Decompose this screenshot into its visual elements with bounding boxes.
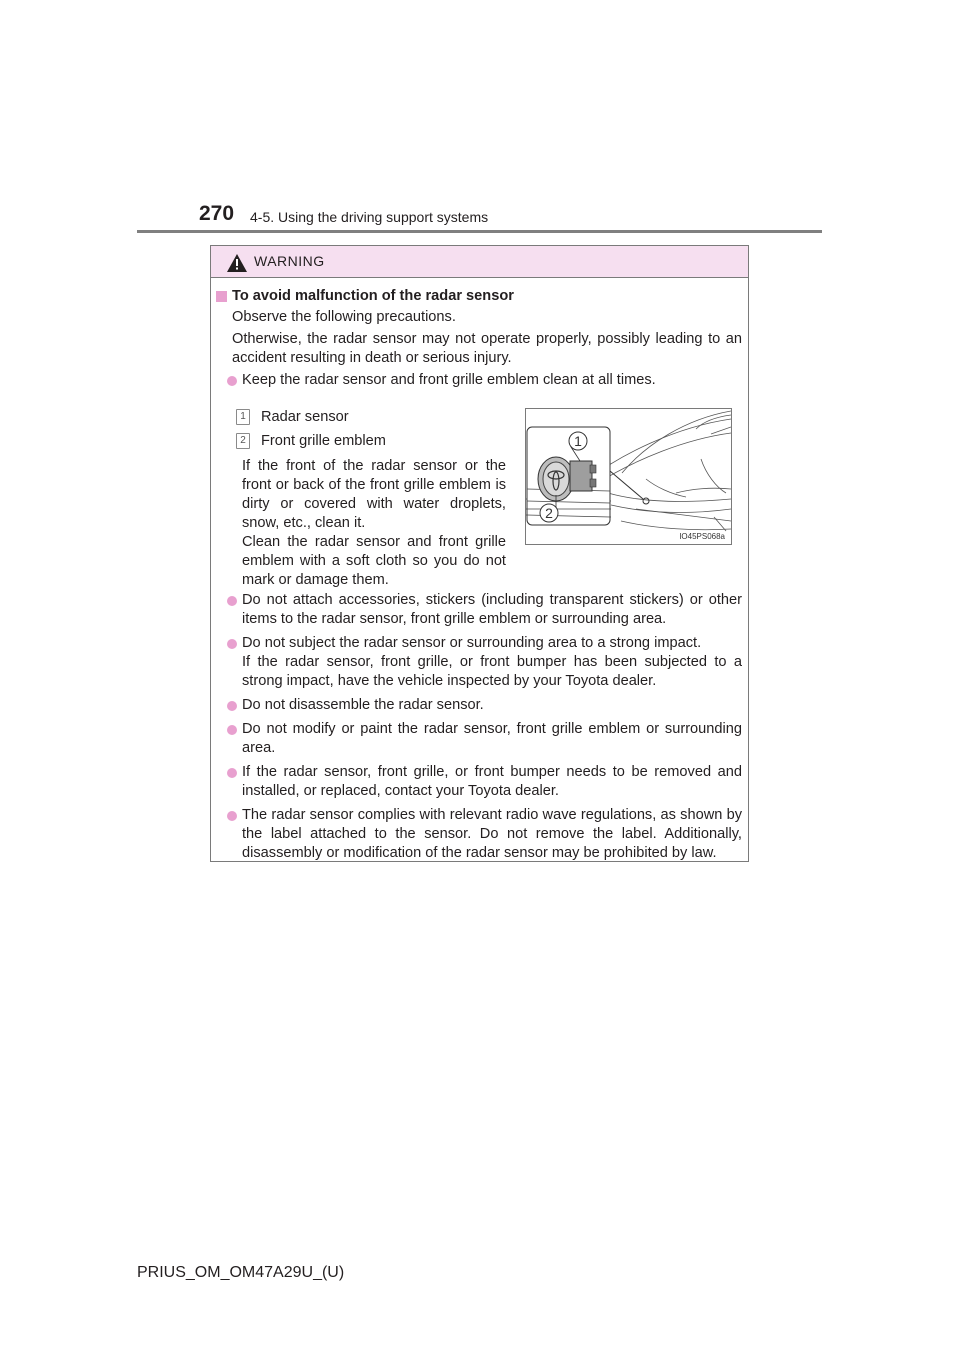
figure-block — [211, 395, 748, 588]
warning-header — [211, 246, 748, 278]
bullet-text: The radar sensor complies with relevant radio wave regulations, as shown by the label attached to the sensor. Do not remove the label. Additionally, disassembly or modification of the radar sensor may be prohibited by law. — [242, 807, 742, 861]
bullet-dot-icon — [227, 701, 237, 711]
warning-triangle-icon — [227, 254, 247, 272]
intro-text-2: Otherwise, the radar sensor may not operate properly, possibly leading to an accident resulting in death or serious injury. — [232, 331, 742, 366]
bullet-dot-icon — [227, 811, 237, 821]
bullet-radio-regulations — [211, 806, 748, 863]
section-title: 4-5. Using the driving support systems — [250, 209, 489, 225]
bullet-text: Do not attach accessories, stickers (including transparent stickers) or other items to the radar sensor, front grille emblem or surrounding area. — [242, 592, 742, 627]
bullet-dot-icon — [227, 768, 237, 778]
bullet-dot-icon — [227, 639, 237, 649]
page-number: 270 — [199, 202, 235, 225]
bullet-text: If the radar sensor, front grille, or front bumper needs to be removed and installed, or replaced, contact your Toyota dealer. — [242, 764, 742, 799]
bullet-no-modify — [211, 720, 748, 758]
bullet-no-accessories — [211, 591, 748, 629]
number-badge-2: 2 — [236, 433, 250, 449]
warning-box — [210, 245, 749, 862]
callout-1: 1 — [574, 433, 582, 449]
warning-heading — [211, 287, 748, 306]
bullet-keep-clean — [211, 371, 748, 390]
bullet-dot-icon — [227, 376, 237, 386]
intro-text-1: Observe the following precautions. — [232, 309, 456, 325]
number-badge-1: 1 — [236, 409, 250, 425]
bullet-text-continued: If the radar sensor, front grille, or front bumper has been subjected to a strong impact, have the vehicle inspected by your Toyota dealer. — [242, 654, 742, 689]
bullet-dot-icon — [227, 725, 237, 735]
bullet-text: Do not subject the radar sensor or surrounding area to a strong impact. — [242, 635, 702, 651]
warning-heading-text: To avoid malfunction of the radar sensor — [232, 288, 514, 304]
header-rule — [137, 230, 822, 233]
bullet-removal-contact-dealer — [211, 763, 748, 801]
legend-item-front-grille-emblem — [236, 432, 386, 451]
heading-square-icon — [216, 291, 227, 302]
figure-code: IO45PS068a — [679, 532, 725, 541]
bullet-text: Keep the radar sensor and front grille emblem clean at all times. — [242, 372, 656, 388]
legend-label: Front grille emblem — [261, 433, 386, 449]
bullet-text: Do not disassemble the radar sensor. — [242, 697, 484, 713]
bullet-no-impact — [211, 634, 748, 691]
warning-label: WARNING — [254, 253, 325, 269]
radar-sensor-illustration — [525, 408, 732, 545]
warning-content — [211, 287, 748, 868]
bullet-dot-icon — [227, 596, 237, 606]
car-front-drawing — [526, 409, 731, 544]
legend-label: Radar sensor — [261, 409, 349, 425]
figure-text-2: Clean the radar sensor and front grille emblem with a soft cloth so you do not mark or damage them. — [242, 534, 506, 588]
figure-text-1: If the front of the radar sensor or the front or back of the front grille emblem is dirty or covered with water droplets, snow, etc., clean it. — [242, 458, 506, 531]
bullet-no-disassemble — [211, 696, 748, 715]
callout-2: 2 — [545, 505, 553, 521]
footer-code: PRIUS_OM_OM47A29U_(U) — [137, 1264, 345, 1281]
legend-item-radar-sensor — [236, 408, 349, 427]
bullet-text: Do not modify or paint the radar sensor, front grille emblem or surrounding area. — [242, 721, 742, 756]
